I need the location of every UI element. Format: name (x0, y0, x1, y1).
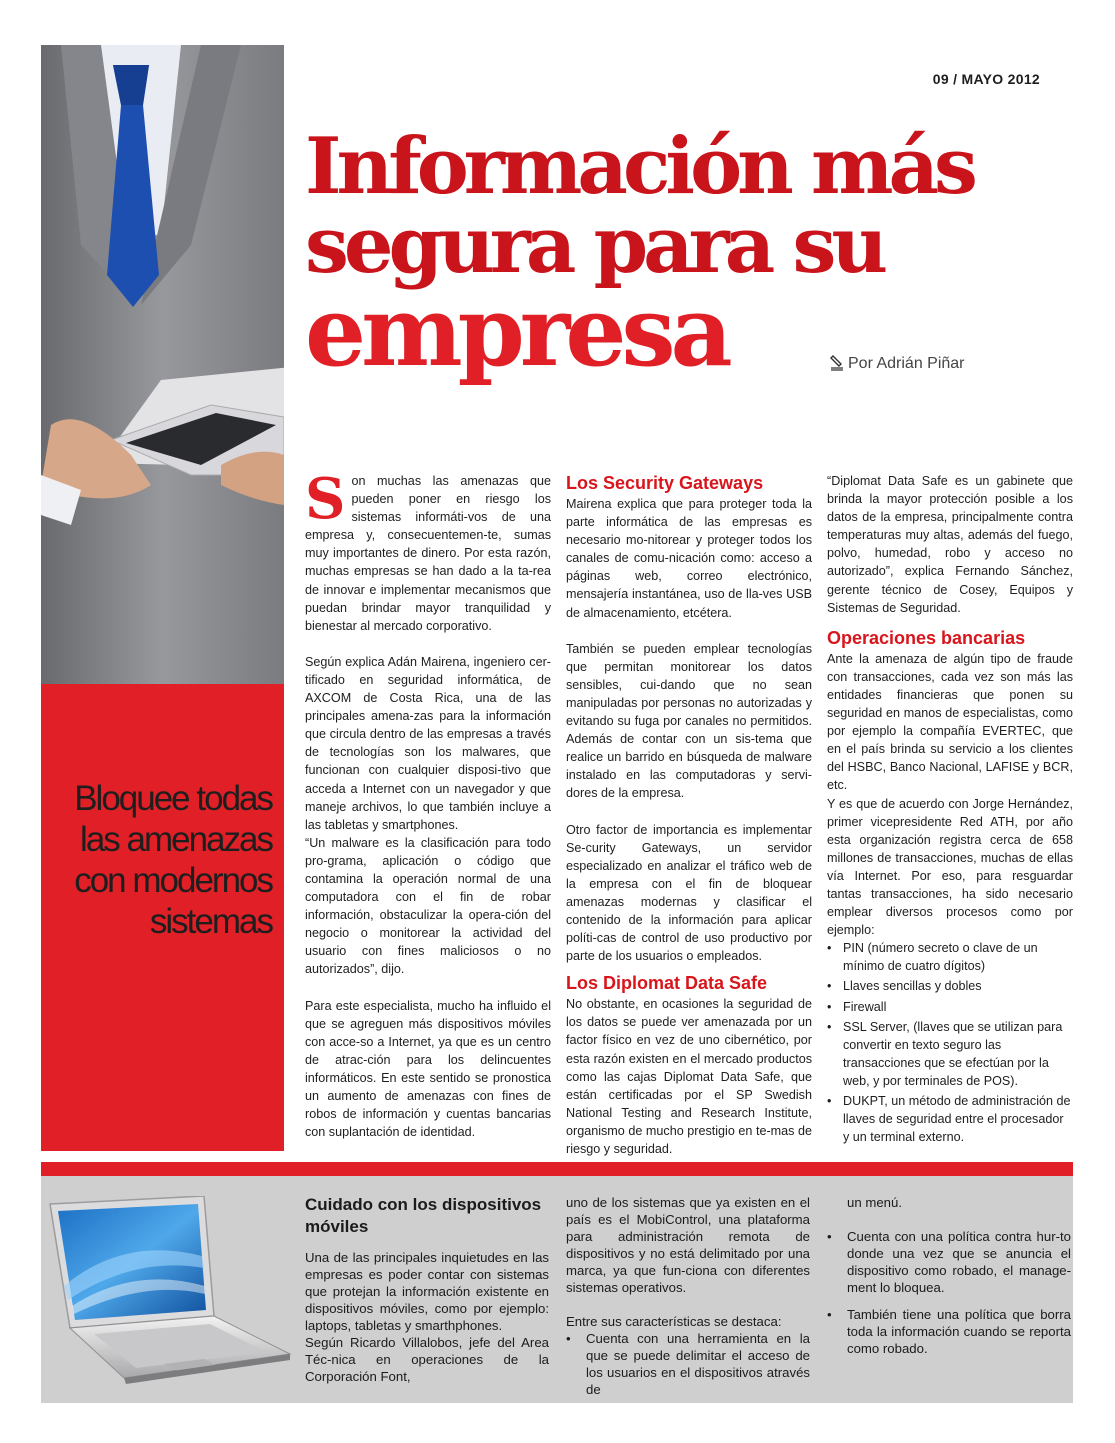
pullquote-line: las amenazas (80, 820, 272, 859)
subhead-operaciones-bancarias: Operaciones bancarias (827, 627, 1026, 648)
box-column-2 (566, 1194, 810, 1408)
article-paragraph: Y es que de acuerdo con Jorge Hernández, primer vicepresidente Red ATH, por año esta organización registra cerca de 658 millones de transacciones, muchas de ellas vía Internet. Por eso, para resguardar tantas transacciones, ha sido necesario emplear diversos procesos como por ejemplo: (827, 796, 1073, 938)
dropcap: S (305, 466, 346, 532)
article-column-1 (305, 466, 551, 1159)
laptop-illustration (44, 1196, 292, 1386)
article-paragraph: Mairena explica que para proteger toda la parte informática de las empresas es necesario mo-nitorear y proteger todos los canales de comu-nicación como: acceso a páginas web, correo electrónico, mensajería instantánea, uso de lla-ves USB de almacenamiento, etcétera. (566, 497, 812, 620)
list-item: • Firewall (827, 998, 1073, 1016)
list-item: • También tiene una política que borra toda la información cuando se reporta como robado. (827, 1306, 1071, 1357)
article-paragraph: on muchas las amenazas que pueden poner en riesgo los sistemas informáti-vos de una empresa y, consecuentemen-te, sumas muy importantes de dinero. Por esta razón, muchas empresas se han dado a la ta-rea de innovar e implementar mecanismos que puedan brindar mayor tranquilidad y bienestar al mercado corporativo. (305, 474, 551, 633)
pen-icon (830, 355, 844, 371)
list-item: • SSL Server, (llaves que se utilizan para convertir en texto seguro las transacciones que se efectúan por la web, y por terminales de POS). (827, 1018, 1073, 1090)
list-item: • PIN (número secreto o clave de un mínimo de cuatro dígitos) (827, 939, 1073, 975)
box-paragraph: Entre sus características se destaca: (566, 1314, 782, 1329)
list-item: • DUKPT, un método de administración de llaves de seguridad entre el procesador y un terminal externo. (827, 1092, 1073, 1146)
box-column-3 (827, 1194, 1071, 1367)
pullquote-line: con modernos (74, 861, 272, 900)
byline-author: Por Adrián Piñar (848, 355, 965, 372)
headline (305, 121, 973, 388)
subhead-security-gateways: Los Security Gateways (566, 473, 764, 493)
article-paragraph: “Diplomat Data Safe es un gabinete que brinda la mayor protección posible a los datos de la empresa, principalmente contra temperaturas muy altas, además del fuego, polvo, humedad, robo y acceso no autorizado”, explica Fernando Sánchez, gerente técnico de Cosey, Equipos y Sistemas de Seguridad. (827, 474, 1073, 615)
byline (830, 355, 965, 373)
article-paragraph: No obstante, en ocasiones la seguridad de los datos se puede ver amenazada por un factor físico en vez de uno cibernético, por esta razón existen en el mercado productos como las cajas Diplomat Data Safe, que están certificadas por el SP Swedish National Testing and Research Institute, organismo de mucho prestigio en te-mas de riesgo y seguridad. (566, 997, 812, 1156)
list-item: • Cuenta con una herramienta en la que se puede delimitar el acceso de los usuarios en el dispositivos através de (566, 1330, 810, 1398)
feature-list (827, 1228, 1071, 1357)
article-paragraph: Según explica Adán Mairena, ingeniero cer-tificado en seguridad informática, de AXCOM de Costa Rica, una de las principales amena-zas para la información que circula dentro de las empresas a través de tecnologías son los malwares, que funcionan con cualquier disposi-tivo que acceda a Internet con un navegador y que maneje archivos, lo que también incluye a las tabletas y smartphones. (305, 654, 551, 832)
pullquote-line: Bloquee todas (74, 779, 272, 818)
subhead-diplomat-data-safe: Los Diplomat Data Safe (566, 973, 768, 994)
article-paragraph: También se pueden emplear tecnologías que permitan monitorear los datos sensibles, cui-dando que no sean manipuladas por personas no autorizadas y evitando su fuga por canales no permitidos. Además de contar con un sis-tema que realice un barrido en búsqueda de malware instalado en las computadoras y servi-dores de la empresa. (566, 641, 812, 801)
list-item: • Llaves sencillas y dobles (827, 977, 1073, 995)
box-paragraph: uno de los sistemas que ya existen en el país es el MobiControl, una plataforma para administración remota de dispositivos y no está delimitado por una marca, ya que fun-ciona con diferentes sistemas operativos. (566, 1195, 810, 1295)
issue-date: 09 / MAYO 2012 (932, 71, 1040, 87)
businessman-illustration (41, 45, 284, 685)
headline-line-1: Información más (305, 121, 973, 212)
box-paragraph: un menú. (847, 1195, 902, 1210)
box-paragraph: Una de las principales inquietudes en las empresas es poder contar con sistemas que protejan la información existente en dispositivos móviles, como por ejemplo: laptops, tabletas y smarthphones. (305, 1250, 549, 1333)
laptop-image (44, 1196, 292, 1386)
red-divider-bar (41, 1162, 1073, 1176)
article-column-3 (827, 472, 1073, 1148)
list-item: • Cuenta con una política contra hur-to donde una vez que se anuncia el dispositivo como robado, el manage-ment lo bloquea. (827, 1228, 1071, 1296)
article-paragraph: Ante la amenaza de algún tipo de fraude con transacciones, cada vez son más las entidades financieras que ponen su seguridad en manos de especialistas, como por ejemplo la compañía EVERTEC, que en el país brinda su servicio a los clientes del HSBC, Banco Nacional, LAFISE y BCR, etc. (827, 651, 1073, 793)
box-heading: Cuidado con los dispositivos móviles (305, 1195, 542, 1236)
headline-line-3: empresa (305, 275, 728, 388)
article-paragraph: Otro factor de importancia es implementar Se-curity Gateways, un servidor especializado en analizar el tráfico web de la empresa con el fin de bloquear amenazas modernas y clasificar el contenido de la información para aplicar políti-cas de control de uso productivo por parte de los usuarios o empleados. (566, 822, 812, 964)
businessman-photo (41, 45, 284, 685)
article-paragraph: “Un malware es la clasificación para todo pro-grama, aplicación o código que contamina la operación normal de una computadora con el fin de robar información, obstaculizar la opera-ción del negocio o monitorear la actividad del usuario con fines maliciosos o no autorizados”, dijo. (305, 835, 551, 977)
article-column-2 (566, 472, 812, 1176)
box-column-1 (305, 1194, 549, 1385)
headline-line-2: segura para su (305, 200, 884, 291)
pullquote-line: sistemas (149, 902, 272, 941)
article-paragraph: Para este especialista, mucho ha influido el que se agreguen más dispositivos móviles con acce-so a Internet, ya que es un centro de atrac-ción para los delincuentes informáticos. En este sentido se pronostica un aumento de amenazas con fines de robos de información y cuentas bancarias con suplantación de identidad. (305, 998, 551, 1140)
box-paragraph: Según Ricardo Villalobos, jefe del Area Téc-nica en operaciones de la Corporación Font, (305, 1335, 549, 1384)
security-process-list (827, 939, 1073, 1146)
pullquote (52, 778, 272, 942)
feature-list (566, 1330, 810, 1398)
